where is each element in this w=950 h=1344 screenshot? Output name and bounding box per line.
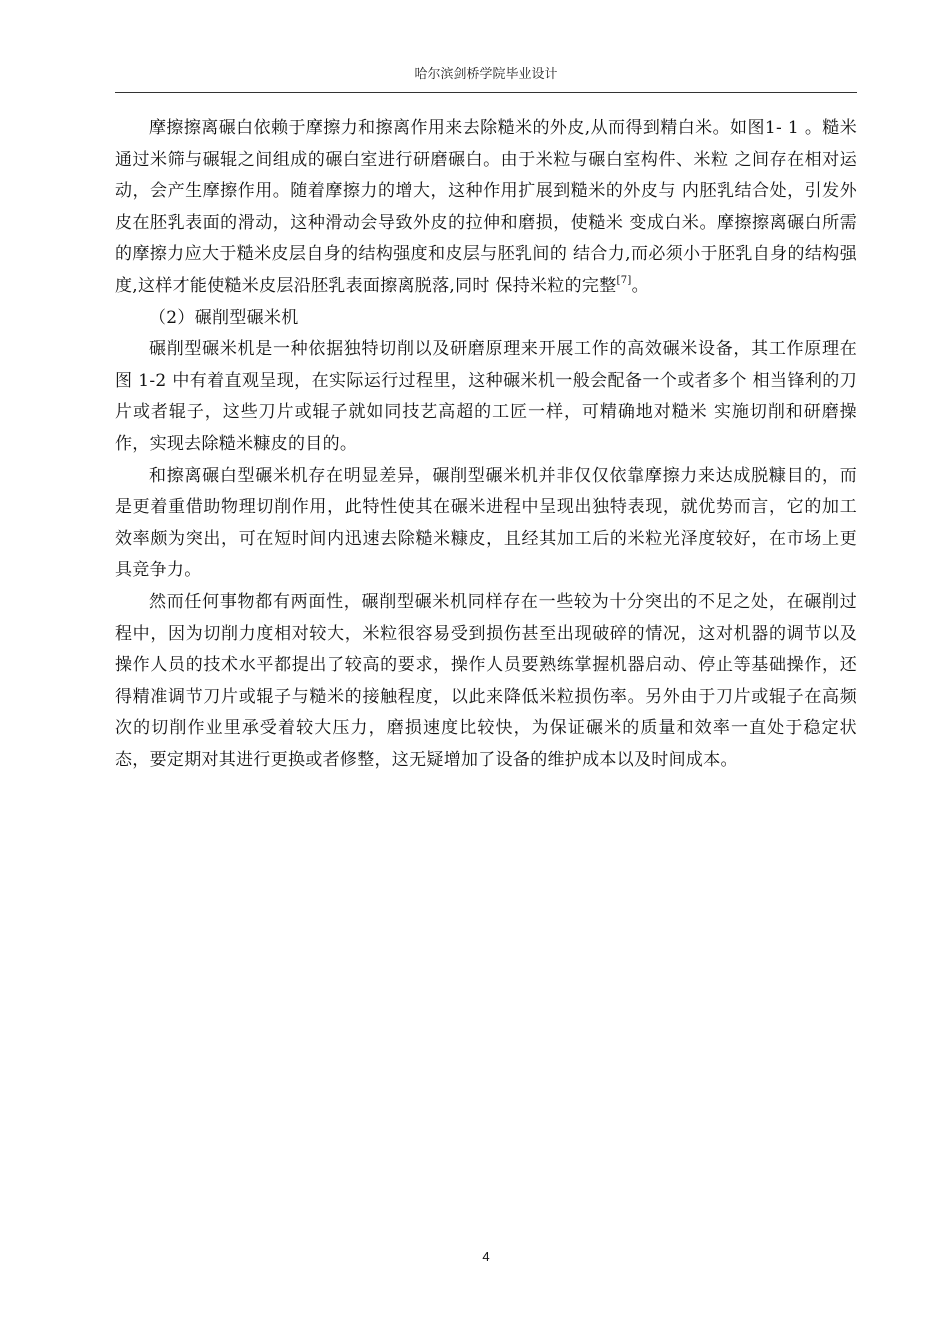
- paragraph-tail: 。: [631, 275, 649, 296]
- page-header: [115, 66, 857, 84]
- citation-ref: [7]: [616, 274, 632, 286]
- header-divider: [115, 92, 857, 93]
- paragraph-abrasive-intro: 碾削型碾米机是一种依据独特切削以及研磨原理来开展工作的高效碾米设备，其工作原理在图 1-2 中有着直观呈现，在实际运行过程里，这种碾米机一般会配备一个或者多个 相当锋利的刀片或者辊子，这些刀片或辊子就如同技艺高超的工匠一样，可精确地对糙米 实施切削和研磨操作，实现去除糙米糠皮的目的。: [115, 339, 857, 454]
- paragraph-abrasive-advantages: 和擦离碾白型碾米机存在明显差异，碾削型碾米机并非仅仅依靠摩擦力来达成脱糠目的，而是更着重借助物理切削作用，此特性使其在碾米进程中呈现出独特表现，就优势而言，它的加工效率颇为突出，可在短时间内迅速去除糙米糠皮，且经其加工后的米粒光泽度较好，在市场上更具竞争力。: [115, 465, 857, 581]
- body-text: [115, 113, 857, 776]
- paragraph-friction-milling: [115, 113, 857, 303]
- paragraph-abrasive-drawbacks: 然而任何事物都有两面性，碾削型碾米机同样存在一些较为十分突出的不足之处，在碾削过程中，因为切削力度相对较大，米粒很容易受到损伤甚至出现破碎的情况，这对机器的调节以及操作人员的技术水平都提出了较高的要求，操作人员要熟练掌握机器启动、停止等基础操作，还得精准调节刀片或辊子与糙米的接触程度，以此来降低米粒损伤率。另外由于刀片或辊子在高频次的切削作业里承受着较大压力，磨损速度比较快，为保证碾米的质量和效率一直处于稳定状态，要定期对其进行更换或者修整，这无疑增加了设备的维护成本以及时间成本。: [115, 591, 857, 770]
- section-subheading: （2）碾削型碾米机: [149, 307, 299, 328]
- header-title: 哈尔滨剑桥学院毕业设计: [414, 67, 558, 82]
- page-number: 4: [482, 1249, 490, 1264]
- paragraph-text: 摩擦擦离碾白依赖于摩擦力和擦离作用来去除糙米的外皮,从而得到精白米。如图1- 1 。糙米通过米筛与碾辊之间组成的碾白室进行研磨碾白。由于米粒与碾白室构件、米粒 之间存在相对运动，会产生摩擦作用。随着摩擦力的增大，这种作用扩展到糙米的外皮与 内胚乳结合处，引发外皮在胚乳表面的滑动，这种滑动会导致外皮的拉伸和磨损，使糙米 变成白米。摩擦擦离碾白所需的摩擦力应大于糙米皮层自身的结构强度和皮层与胚乳间的 结合力,而必须小于胚乳自身的结构强度,这样才能使糙米皮层沿胚乳表面擦离脱落,同时 保持米粒的完整: [115, 118, 857, 296]
